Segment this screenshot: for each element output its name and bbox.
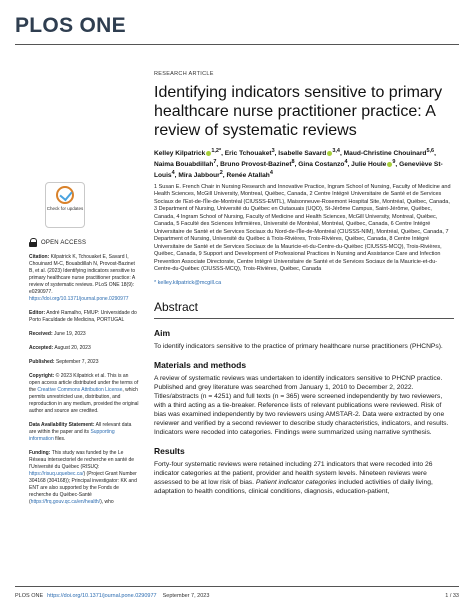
copyright-block [29, 373, 139, 415]
corresponding-email-link[interactable]: * kelley.kilpatrick@mcgill.ca [154, 279, 222, 286]
footer-date: September 7, 2023 [162, 593, 210, 599]
received-date: June 19, 2023 [54, 331, 86, 337]
funding-block [29, 450, 139, 506]
footer-divider [15, 586, 459, 587]
author-name[interactable]: Kelley Kilpatrick [154, 150, 206, 158]
open-access-text: OPEN ACCESS [41, 239, 87, 246]
author-name[interactable]: Mira Jabbour [178, 172, 220, 180]
author-affil-sup: 3 [271, 148, 275, 154]
received-block [29, 331, 139, 338]
page-number: 1 / 33 [445, 593, 459, 599]
published-date: September 7, 2023 [55, 359, 99, 365]
accepted-label: Accepted: [29, 345, 54, 351]
author-affil-sup: 9 [392, 159, 396, 166]
risuq-link[interactable]: https://risuq.uquebec.ca/ [29, 471, 84, 477]
citation-block [29, 254, 139, 303]
received-label: Received: [29, 331, 53, 337]
methods-heading: Materials and methods [154, 359, 247, 370]
editor-block [29, 310, 139, 324]
funding-text-3: ), who [100, 499, 114, 505]
header-divider [15, 44, 459, 45]
author-name[interactable]: Gina Costanzo [298, 161, 345, 169]
availability-text: All relevant data are within the paper and its [29, 422, 132, 435]
aim-text: To identify indicators sensitive to the practice of primary healthcare nurse practitioners (PHCNPs). [154, 342, 443, 350]
editor-label: Editor: [29, 310, 46, 316]
author-affil-sup: 4 [269, 170, 273, 177]
supporting-info-link[interactable]: Supporting information [29, 429, 115, 442]
copyright-label: Copyright: [29, 373, 55, 379]
author-affil-sup: 8 [291, 159, 295, 166]
accepted-date: August 20, 2023 [54, 345, 91, 351]
author-affil-sup: 5,6 [426, 148, 435, 154]
article-sidebar [29, 182, 139, 506]
results-italic: Patient indicator categories [255, 478, 337, 486]
open-access-label [29, 238, 139, 247]
aim-heading: Aim [154, 327, 171, 338]
funding-label: Funding: [29, 450, 51, 456]
editor-text: André Ramalho, FMUP: Universidade do Porto Faculdade de Medicina, PORTUGAL [29, 310, 137, 323]
availability-text-2: files. [55, 436, 66, 442]
results-heading: Results [154, 445, 185, 456]
author-name[interactable]: Renée Atallah [226, 172, 270, 180]
author-name[interactable]: Naima Bouabdillah [154, 161, 214, 169]
accepted-block [29, 345, 139, 352]
author-affil-sup: 3,4 [332, 148, 340, 154]
check-updates-label: Check for updates [46, 206, 84, 211]
availability-label: Data Availability Statement: [29, 422, 95, 428]
journal-logo-part1: PLOS [15, 14, 74, 37]
copyright-text: © 2023 Kilpatrick et al. This is an open access article distributed under the terms of the [29, 373, 139, 393]
author-affil-sup: 2 [219, 170, 223, 177]
results-text [154, 460, 454, 496]
citation-doi-link[interactable]: https://doi.org/10.1371/journal.pone.0290977 [29, 296, 129, 302]
author-name[interactable]: Bruno Provost-Bazinet [220, 161, 292, 169]
check-updates-icon [56, 186, 74, 204]
author-affil-sup: 1,2* [211, 148, 222, 154]
author-name[interactable]: Eric Tchouaket [224, 150, 272, 158]
frq-link[interactable]: https://frq.gouv.qc.ca/en/health/ [30, 499, 101, 505]
footer-journal: PLOS ONE [15, 593, 44, 599]
abstract-divider [154, 318, 454, 319]
copyright-text-2: , which permits unrestricted use, distribution, and reproduction in any medium, provided the original author and source are credited. [29, 387, 139, 414]
author-list: Kelley Kilpatrick $^{1,2*}$, Eric Tchouaket$^3$, Isabelle Savard $^{3,4}$, Maud-Christine Chouinard$^{5,6}$, Naima Bouabdillah$^7$, Bruno Provost-Bazinet$^8$, Gina Costanzo$^4$, Julie Houle $^9$, Geneviève St-Louis$^4$, Mira Jabbour$^2$, Renée Atallah$^4$ [154, 148, 443, 180]
article-title: Identifying indicators sensitive to primary healthcare nurse practitioner practice: A review of systematic reviews [154, 84, 443, 139]
funding-text: This study was funded by the Le Réseau intersectoriel de recherche en santé de l'Université du Québec (RISUQ: [29, 450, 135, 470]
author-affil-sup: 4 [344, 159, 348, 166]
journal-logo-part2: ONE [79, 14, 126, 37]
article-type: RESEARCH ARTICLE [154, 71, 214, 77]
author-name[interactable]: Julie Houle [351, 161, 387, 169]
author-name[interactable]: Geneviève St-Louis [154, 161, 443, 180]
author-affil-sup: 7 [213, 159, 217, 166]
results-text-1: Forty-four systematic reviews were retained including 271 indicators that were recoded into 26 indicator categories at the patient, provider and health system levels. Nineteen reviews were assessed to be at low risk of bias. [154, 460, 433, 486]
results-text-2: included activities of daily living, adaptation to health conditions, clinical conditions, diagnosis, education-patient, [154, 478, 433, 495]
article-main [154, 71, 454, 496]
methods-text: A review of systematic reviews was undertaken to identify indicators sensitive to PHCNP practice. Published and grey literature was searched from January 1, 2010 to December 2, 2022. Titles/abstracts (n = 4251) and full texts (n = 365) were screened independently by two reviewers, with a third acting as a tie-breaker. Reference lists of relevant publications were reviewed. Risk of bias was examined independently by two reviewers using AMSTAR-2. Data were extracted by one reviewer and verified by a second reviewer to describe study characteristics, indicators, and results. Indicators were recoded into categories. Findings were summarized using narrative synthesis. [154, 374, 449, 436]
published-label: Published: [29, 359, 55, 365]
affiliations: 1 Susan E. French Chair in Nursing Research and Innovative Practice, Ingram School of Nursing, Faculty of Medicine and Health Sciences, McGill University, Montreal, Québec, Canada, 2 Centre Intégré Universitaire de Santé et de Services Sociaux de l'Est-de-l'Île-de-Montréal (CIUSSS-EMTL), Maisonneuve-Rosemont Hospital Site, Montréal, Québec, Canada, 3 Department of Nursing, Université du Québec en Outaouais (UQO), St-Jérôme Campus, Saint-Jérôme, Québec, Canada, 4 Ingram School of Nursing, Faculty of Medicine and Health Sciences, McGill University, Montreal, Québec, Canada, 5 Faculté des Sciences Infirmières, Université de Montréal, Montréal, Québec, Canada, 6 Centre Intégré Universitaire de Santé et de Services Sociaux du Nord-de-l'Île-de-Montréal (CIUSSS-NIM), Montréal, Québec, Canada, 7 Department of Nursing, Université du Québec à Trois-Rivières, Trois-Rivières, Québec, Canada, 8 Centre Intégré Universitaire de Santé et de Services Sociaux de la Mauricie-et-du-Centre-du-Québec (CIUSSS-MCQ), Trois-Rivières, Québec, Canada, 9 Support and Development of Professional Practices in Nursing and Assistance Care and Infection Prevention Associate Directorate, Centre Intégré Universitaire de Santé et de Services Sociaux de la Mauricie-et-du-Centre-du-Québec (CIUSSS-MCQ), Trois-Rivières, Québec, Canada [154, 183, 451, 273]
author-name[interactable]: Isabelle Savard [278, 150, 327, 158]
author-affil-sup: 4 [171, 170, 175, 177]
citation-label: Citation: [29, 254, 50, 260]
check-for-updates-badge[interactable] [45, 182, 85, 228]
citation-text: Kilpatrick K, Tchouaket E, Savard I, Chouinard M-C, Bouabdillah N, Provost-Bazinet B, et al. (2023) Identifying indicators sensitive to primary healthcare nurse practitioner practice: A review of systematic reviews. PLoS ONE 18(9): e0290977. [29, 254, 136, 295]
page-footer [15, 593, 459, 599]
published-block [29, 359, 139, 366]
license-link[interactable]: Creative Commons Attribution License [37, 387, 123, 393]
footer-doi-link[interactable]: https://doi.org/10.1371/journal.pone.0290977 [47, 593, 157, 599]
open-lock-icon [29, 238, 37, 247]
funding-text-2: ) (Project Grant Number 304168 (304168)); Principal investigator: KK and ENT are also supported by the Fonds de recherche du Québec-Santé ( [29, 471, 137, 505]
abstract-heading: Abstract [154, 299, 199, 314]
author-name[interactable]: Maud-Christine Chouinard [343, 150, 427, 158]
data-availability-block [29, 422, 139, 443]
journal-logo [15, 14, 126, 38]
